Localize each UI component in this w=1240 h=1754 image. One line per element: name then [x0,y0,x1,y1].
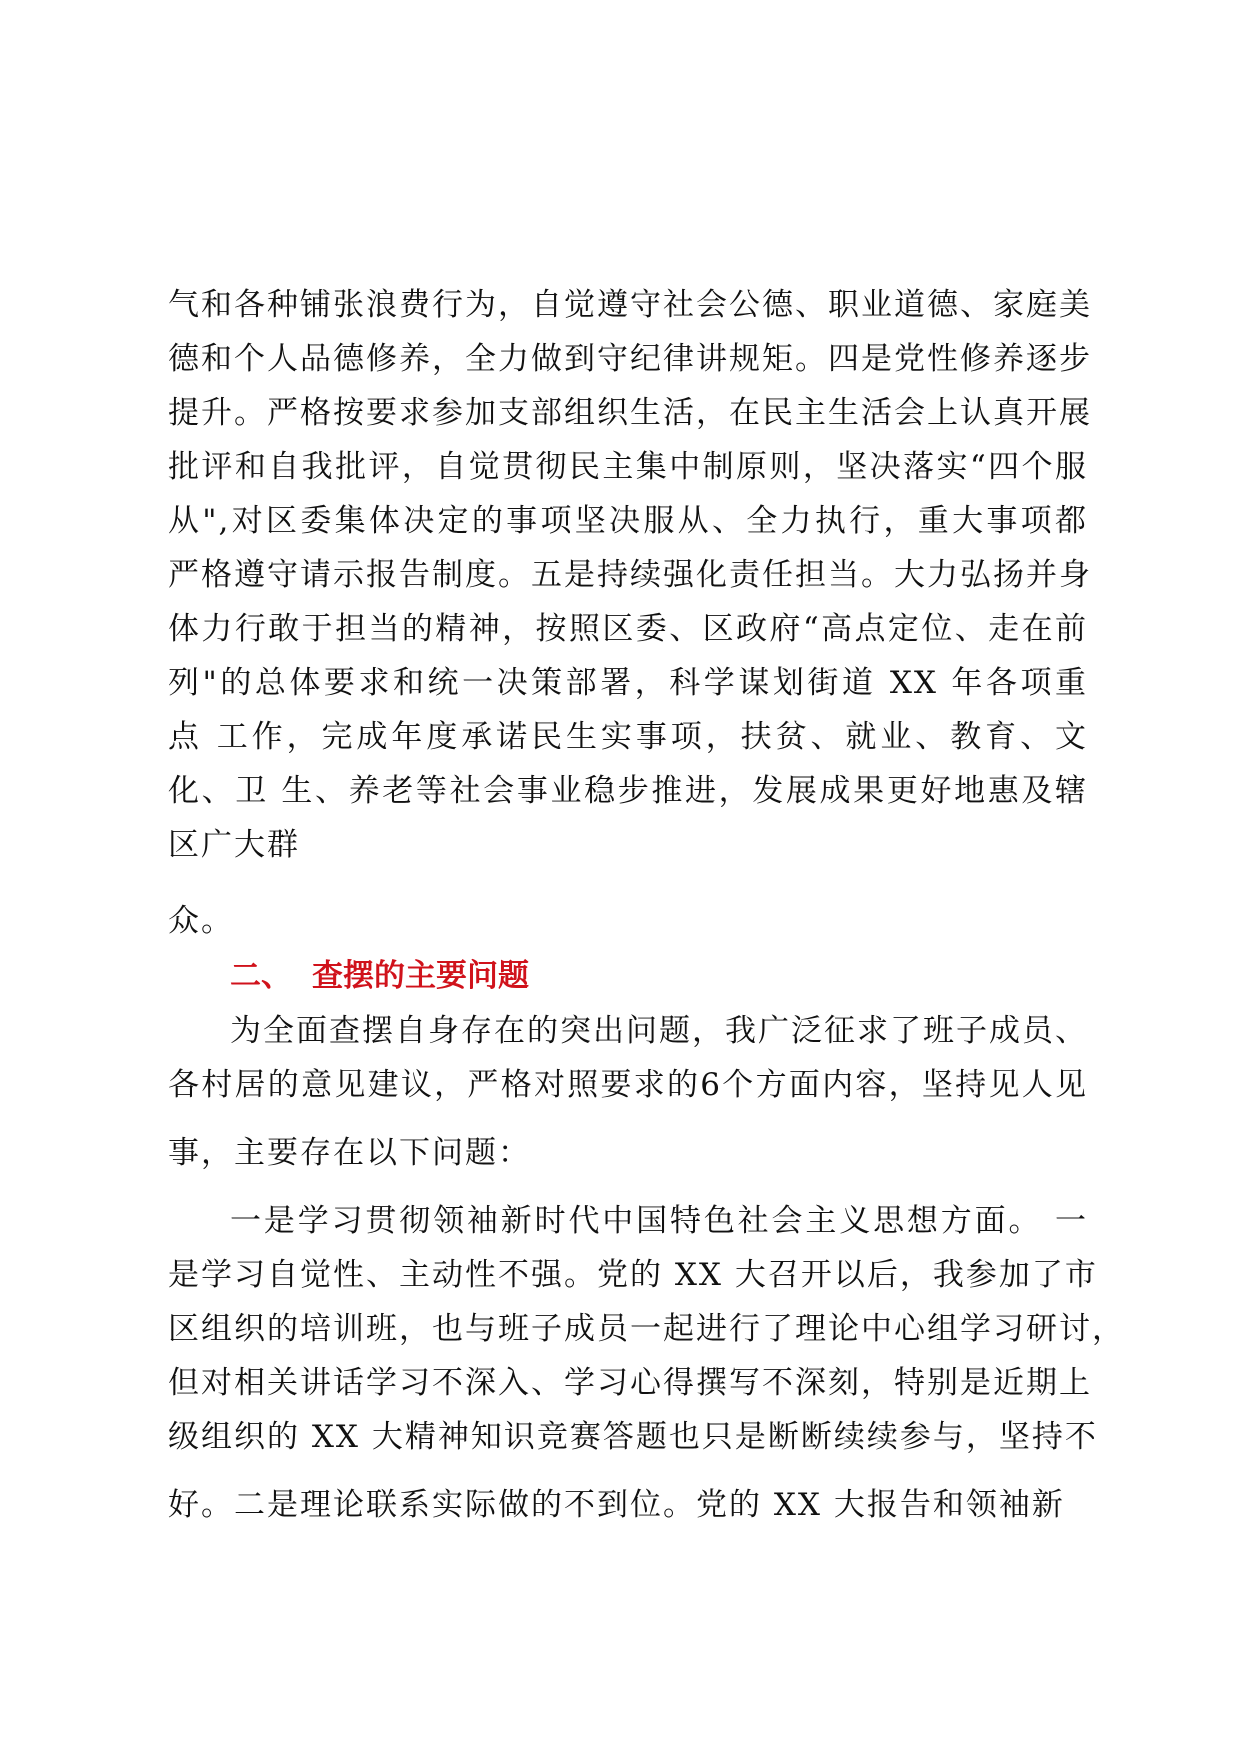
text-line: 体力行敢于担当的精神，按照区委、区政府“高点定位、走在前 [168,611,1088,647]
text-line: 级组织的 XX 大精神知识竞赛答题也只是断断续续参与，坚持不 [168,1419,1098,1455]
text-line: 区组织的培训班，也与班子成员一起进行了理论中心组学习研讨， [168,1311,1125,1347]
section-number: 二、 [230,958,292,994]
paragraph-intro [168,1004,1088,1180]
text-line: 德和个人品德修养，全力做到守纪律讲规矩。四是党性修养逐步 [168,341,1092,377]
paragraph-continued [168,278,1092,948]
text-line: 事，主要存在以下问题： [168,1135,531,1171]
paragraph-study [168,1194,1125,1532]
text-line: 是学习自觉性、主动性不强。党的 XX 大召开以后，我参加了市 [168,1257,1098,1293]
text-line: 提升。严格按要求参加支部组织生活，在民主生活会上认真开展 [168,395,1092,431]
text-line: 从",对区委集体决定的事项坚决服从、全力执行，重大事项都 [168,503,1088,539]
text-line: 各村居的意见建议，严格对照要求的6个方面内容，坚持见人见 [168,1067,1088,1103]
text-line: 严格遵守请示报告制度。五是持续强化责任担当。大力弘扬并身 [168,557,1092,593]
section-heading [168,948,1088,1004]
text-line: 众。 [168,903,234,939]
section-title: 查摆的主要问题 [312,958,529,994]
text-line: 一是学习贯彻领袖新时代中国特色社会主义思想方面。 一 [230,1203,1088,1239]
text-line: 气和各种铺张浪费行为，自觉遵守社会公德、职业道德、家庭美 [168,287,1092,323]
text-line: 但对相关讲话学习不深入、学习心得撰写不深刻，特别是近期上 [168,1365,1092,1401]
text-line: 列"的总体要求和统一决策部署，科学谋划街道 XX 年各项重 [168,665,1088,701]
document-body [168,278,1125,1532]
text-line: 化、卫 生、养老等社会事业稳步推进，发展成果更好地惠及辖 [168,773,1088,809]
text-line: 为全面查摆自身存在的突出问题，我广泛征求了班子成员、 [230,1013,1088,1049]
text-line: 区广大群 [168,827,300,863]
text-line: 点 工作，完成年度承诺民生实事项，扶贫、就业、教育、文 [168,719,1088,755]
text-line: 好。二是理论联系实际做的不到位。党的 XX 大报告和领袖新 [168,1487,1065,1523]
text-line: 批评和自我批评，自觉贯彻民主集中制原则，坚决落实“四个服 [168,449,1088,485]
